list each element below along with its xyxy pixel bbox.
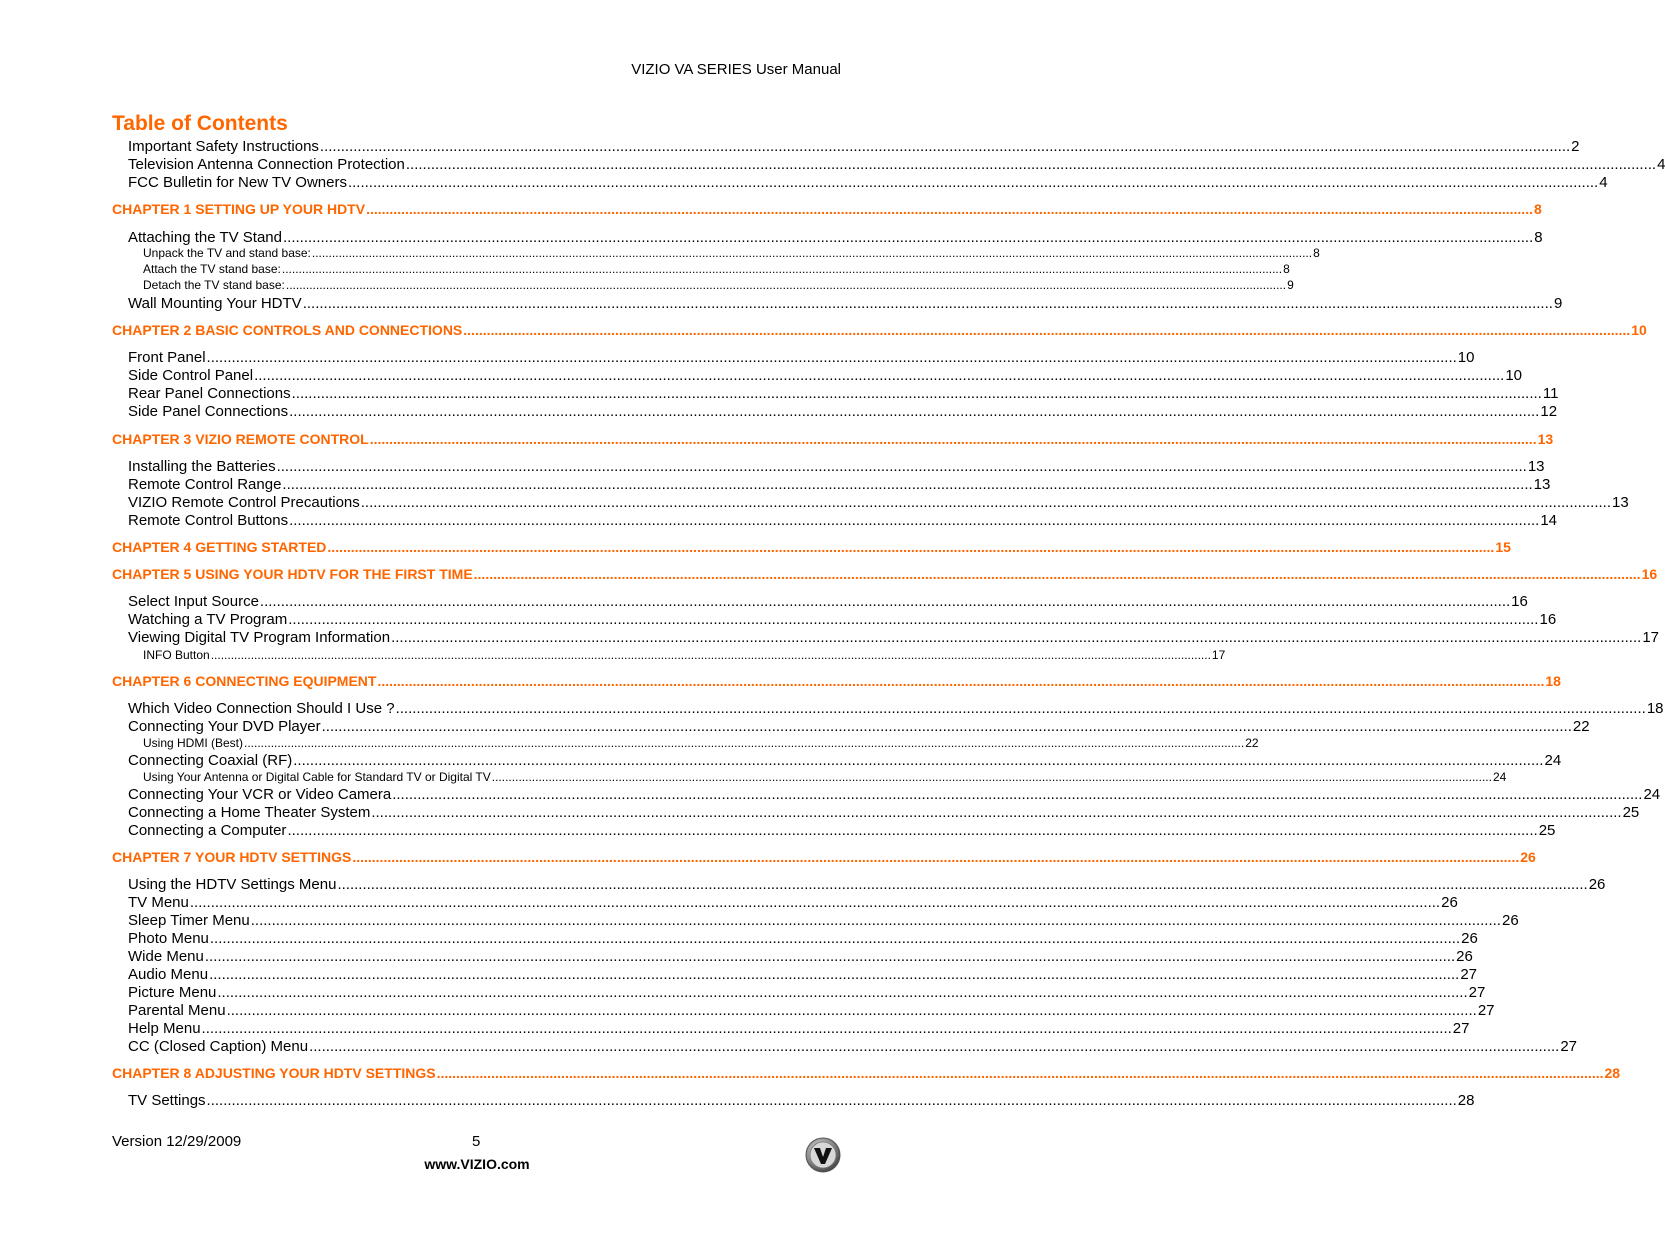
toc-dot-leader: ............................................................................................................................................................................................................................................................................................................ — [226, 1002, 1477, 1019]
toc-dot-leader: ............................................................................................................................................................................................................................................................................................................ — [395, 700, 1646, 717]
toc-entry-label: INFO Button — [143, 648, 210, 662]
toc-entry[interactable] — [128, 822, 1556, 839]
toc-entry-label: Front Panel — [128, 349, 206, 366]
toc-entry-page: 24 — [1544, 752, 1562, 769]
toc-entry[interactable] — [128, 156, 1665, 173]
toc-dot-leader: ............................................................................................................................................................................................................................................................................................................ — [391, 629, 1642, 646]
toc-entry-label: Unpack the TV and stand base: — [143, 246, 311, 260]
toc-entry-label: Connecting Your VCR or Video Camera — [128, 786, 392, 803]
toc-dot-leader: ............................................................................................................................................................................................................................................................................................................ — [206, 1092, 1457, 1109]
toc-dot-leader: ............................................................................................................................................................................................................................................................................................................ — [392, 786, 1643, 803]
toc-entry[interactable] — [128, 494, 1629, 511]
toc-entry[interactable] — [143, 648, 1226, 662]
toc-entry-page: 13 — [1533, 476, 1551, 493]
toc-entry[interactable] — [128, 1092, 1475, 1109]
toc-entry-page: 25 — [1538, 822, 1556, 839]
toc-dot-leader: ............................................................................................................................................................................................................................................................................................................ — [189, 894, 1441, 911]
toc-entry[interactable] — [128, 476, 1551, 493]
toc-entry-page: 18 — [1646, 700, 1664, 717]
toc-entry-page: 25 — [1622, 804, 1640, 821]
toc-entry[interactable] — [128, 593, 1528, 610]
toc-dot-leader: ............................................................................................................................................................................................................................................................................................................ — [473, 566, 1641, 582]
toc-entry-label: Important Safety Instructions — [128, 138, 319, 155]
toc-entry[interactable] — [128, 930, 1478, 947]
toc-entry-page: 26 — [1588, 876, 1606, 893]
toc-entry-page: 27 — [1560, 1038, 1578, 1055]
toc-entry[interactable] — [128, 367, 1523, 384]
toc-chapter-entry[interactable] — [112, 431, 1554, 447]
toc-entry-label: Television Antenna Connection Protection — [128, 156, 405, 173]
toc-entry[interactable] — [143, 278, 1294, 292]
toc-dot-leader: ............................................................................................................................................................................................................................................................................................................ — [311, 246, 1313, 260]
toc-entry[interactable] — [128, 718, 1590, 735]
toc-entry-page: 22 — [1245, 736, 1259, 750]
toc-entry[interactable] — [128, 611, 1557, 628]
toc-entry-label: CHAPTER 3 VIZIO REMOTE CONTROL — [112, 431, 369, 447]
toc-entry-page: 16 — [1539, 611, 1557, 628]
toc-dot-leader: ............................................................................................................................................................................................................................................................................................................ — [337, 876, 1588, 893]
toc-dot-leader: ............................................................................................................................................................................................................................................................................................................ — [206, 349, 1457, 366]
toc-entry-page: 26 — [1520, 849, 1536, 865]
toc-dot-leader: ............................................................................................................................................................................................................................................................................................................ — [491, 770, 1492, 784]
toc-dot-leader: ............................................................................................................................................................................................................................................................................................................ — [282, 476, 1533, 493]
toc-entry[interactable] — [128, 1038, 1578, 1055]
toc-dot-leader: ............................................................................................................................................................................................................................................................................................................ — [289, 403, 1540, 420]
toc-dot-leader: ............................................................................................................................................................................................................................................................................................................ — [371, 804, 1622, 821]
toc-dot-leader: ............................................................................................................................................................................................................................................................................................................ — [289, 512, 1540, 529]
toc-entry-label: Audio Menu — [128, 966, 209, 983]
toc-dot-leader: ............................................................................................................................................................................................................................................................................................................ — [347, 174, 1599, 191]
toc-dot-leader: ............................................................................................................................................................................................................................................................................................................ — [250, 912, 1501, 929]
toc-entry-page: 4 — [1657, 156, 1665, 173]
toc-dot-leader: ............................................................................................................................................................................................................................................................................................................ — [436, 1065, 1604, 1081]
toc-entry-page: 15 — [1495, 539, 1511, 555]
toc-entry-page: 10 — [1631, 322, 1647, 338]
toc-entry-label: Viewing Digital TV Program Information — [128, 629, 391, 646]
toc-entry-label: TV Menu — [128, 894, 189, 911]
toc-dot-leader: ............................................................................................................................................................................................................................................................................................................ — [287, 822, 1538, 839]
toc-entry-label: TV Settings — [128, 1092, 206, 1109]
toc-chapter-entry[interactable] — [112, 539, 1511, 555]
toc-entry-label: CHAPTER 4 GETTING STARTED — [112, 539, 327, 555]
toc-entry-page: 4 — [1599, 174, 1608, 191]
toc-entry-page: 28 — [1457, 1092, 1475, 1109]
toc-dot-leader: ............................................................................................................................................................................................................................................................................................................ — [360, 494, 1612, 511]
toc-dot-leader: ............................................................................................................................................................................................................................................................................................................ — [204, 948, 1456, 965]
toc-entry-label: CHAPTER 2 BASIC CONTROLS AND CONNECTIONS — [112, 322, 463, 338]
toc-dot-leader: ............................................................................................................................................................................................................................................................................................................ — [210, 648, 1211, 662]
toc-entry[interactable] — [128, 458, 1545, 475]
toc-entry-page: 8 — [1313, 246, 1320, 260]
toc-entry[interactable] — [143, 262, 1290, 276]
toc-entry[interactable] — [128, 876, 1606, 893]
toc-chapter-entry[interactable] — [112, 849, 1536, 865]
toc-entry[interactable] — [128, 966, 1477, 983]
toc-entry[interactable] — [128, 349, 1475, 366]
toc-dot-leader: ............................................................................................................................................................................................................................................................................................................ — [321, 718, 1572, 735]
header-title: VIZIO VA SERIES User Manual — [631, 61, 841, 78]
toc-entry-label: CHAPTER 7 YOUR HDTV SETTINGS — [112, 849, 352, 865]
toc-entry-label: Wide Menu — [128, 948, 204, 965]
toc-entry[interactable] — [128, 385, 1559, 402]
toc-entry-page: 27 — [1460, 966, 1477, 983]
toc-entry-label: Watching a TV Program — [128, 611, 288, 628]
toc-entry-label: Help Menu — [128, 1020, 201, 1037]
toc-entry-page: 9 — [1553, 295, 1563, 312]
toc-chapter-entry[interactable] — [112, 201, 1542, 217]
toc-entry-label: Parental Menu — [128, 1002, 226, 1019]
toc-entry-page: 24 — [1643, 786, 1661, 803]
toc-dot-leader: ............................................................................................................................................................................................................................................................................................................ — [377, 673, 1545, 689]
toc-entry-label: Connecting a Home Theater System — [128, 804, 371, 821]
toc-chapter-entry[interactable] — [112, 673, 1561, 689]
toc-entry-page: 10 — [1457, 349, 1475, 366]
toc-entry-label: CHAPTER 6 CONNECTING EQUIPMENT — [112, 673, 377, 689]
toc-entry[interactable] — [128, 984, 1486, 1001]
toc-dot-leader: ............................................................................................................................................................................................................................................................................................................ — [327, 539, 1495, 555]
toc-entry-label: Attaching the TV Stand — [128, 229, 282, 246]
toc-entry-page: 13 — [1527, 458, 1545, 475]
toc-entry-label: Wall Mounting Your HDTV — [128, 295, 302, 312]
toc-dot-leader: ............................................................................................................................................................................................................................................................................................................ — [259, 593, 1511, 610]
toc-entry-page: 28 — [1604, 1065, 1621, 1081]
toc-entry-page: 16 — [1641, 566, 1658, 582]
toc-entry-label: Sleep Timer Menu — [128, 912, 250, 929]
toc-dot-leader: ............................................................................................................................................................................................................................................................................................................ — [319, 138, 1571, 155]
toc-entry-page: 8 — [1283, 262, 1290, 276]
toc-entry-page: 17 — [1642, 629, 1659, 646]
toc-dot-leader: ............................................................................................................................................................................................................................................................................................................ — [201, 1020, 1452, 1037]
toc-entry-label: VIZIO Remote Control Precautions — [128, 494, 360, 511]
toc-entry-page: 24 — [1492, 770, 1507, 784]
toc-entry-label: Side Control Panel — [128, 367, 254, 384]
toc-entry[interactable] — [128, 403, 1558, 420]
toc-entry-label: Connecting Your DVD Player — [128, 718, 321, 735]
toc-entry-label: Connecting a Computer — [128, 822, 287, 839]
toc-entry[interactable] — [128, 894, 1458, 911]
toc-entry-label: Using Your Antenna or Digital Cable for Standard TV or Digital TV — [143, 770, 491, 784]
footer-version: Version 12/29/2009 — [112, 1133, 242, 1150]
footer-page-number: 5 — [472, 1133, 481, 1150]
toc-dot-leader: ............................................................................................................................................................................................................................................................................................................ — [309, 1038, 1560, 1055]
toc-chapter-entry[interactable] — [112, 566, 1658, 582]
toc-entry-label: Detach the TV stand base: — [143, 278, 285, 292]
toc-entry-page: 17 — [1211, 648, 1226, 662]
toc-dot-leader: ............................................................................................................................................................................................................................................................................................................ — [463, 322, 1631, 338]
toc-entry-page: 26 — [1456, 948, 1473, 965]
toc-dot-leader: ............................................................................................................................................................................................................................................................................................................ — [244, 736, 1245, 750]
toc-entry[interactable] — [128, 138, 1580, 155]
toc-entry-page: 26 — [1501, 912, 1519, 929]
toc-entry-page: 27 — [1452, 1020, 1470, 1037]
toc-entry-page: 14 — [1540, 512, 1558, 529]
toc-dot-leader: ............................................................................................................................................................................................................................................................................................................ — [209, 930, 1461, 947]
toc-entry-page: 27 — [1468, 984, 1486, 1001]
toc-entry[interactable] — [143, 246, 1320, 260]
toc-dot-leader: ............................................................................................................................................................................................................................................................................................................ — [352, 849, 1520, 865]
toc-entry-page: 26 — [1461, 930, 1478, 947]
toc-entry[interactable] — [128, 1002, 1495, 1019]
toc-dot-leader: ............................................................................................................................................................................................................................................................................................................ — [293, 752, 1544, 769]
toc-dot-leader: ............................................................................................................................................................................................................................................................................................................ — [276, 458, 1527, 475]
toc-entry[interactable] — [128, 629, 1659, 646]
toc-dot-leader: ............................................................................................................................................................................................................................................................................................................ — [366, 201, 1533, 217]
toc-dot-leader: ............................................................................................................................................................................................................................................................................................................ — [405, 156, 1657, 173]
toc-dot-leader: ............................................................................................................................................................................................................................................................................................................ — [369, 431, 1537, 447]
toc-entry-label: Installing the Batteries — [128, 458, 276, 475]
toc-entry-label: Photo Menu — [128, 930, 209, 947]
toc-entry-page: 18 — [1545, 673, 1561, 689]
toc-dot-leader: ............................................................................................................................................................................................................................................................................................................ — [291, 385, 1542, 402]
toc-entry[interactable] — [128, 295, 1563, 312]
toc-entry-page: 10 — [1505, 367, 1523, 384]
toc-entry-page: 12 — [1540, 403, 1558, 420]
vizio-logo-icon — [805, 1137, 841, 1173]
toc-dot-leader: ............................................................................................................................................................................................................................................................................................................ — [302, 295, 1553, 312]
toc-entry-label: Attach the TV stand base: — [143, 262, 281, 276]
toc-entry[interactable] — [128, 700, 1664, 717]
toc-entry-page: 11 — [1542, 385, 1559, 402]
toc-entry-label: Select Input Source — [128, 593, 259, 610]
toc-entry-label: Using the HDTV Settings Menu — [128, 876, 337, 893]
toc-entry[interactable] — [128, 786, 1661, 803]
toc-dot-leader: ............................................................................................................................................................................................................................................................................................................ — [285, 278, 1287, 292]
toc-entry-page: 2 — [1571, 138, 1580, 155]
toc-entry-label: Using HDMI (Best) — [143, 736, 244, 750]
toc-entry-label: Side Panel Connections — [128, 403, 289, 420]
toc-entry-label: Connecting Coaxial (RF) — [128, 752, 293, 769]
toc-dot-leader: ............................................................................................................................................................................................................................................................................................................ — [209, 966, 1460, 983]
toc-entry[interactable] — [143, 770, 1507, 784]
toc-entry-label: FCC Bulletin for New TV Owners — [128, 174, 347, 191]
toc-entry-label: CHAPTER 8 ADJUSTING YOUR HDTV SETTINGS — [112, 1065, 436, 1081]
toc-entry-label: CC (Closed Caption) Menu — [128, 1038, 309, 1055]
toc-chapter-entry[interactable] — [112, 322, 1647, 338]
toc-entry-label: Picture Menu — [128, 984, 217, 1001]
toc-entry-label: Remote Control Range — [128, 476, 282, 493]
toc-entry-page: 9 — [1287, 278, 1294, 292]
toc-entry[interactable] — [128, 948, 1473, 965]
toc-entry[interactable] — [143, 736, 1259, 750]
toc-entry[interactable] — [128, 752, 1562, 769]
toc-entry-label: Rear Panel Connections — [128, 385, 291, 402]
toc-entry[interactable] — [128, 512, 1558, 529]
toc-dot-leader: ............................................................................................................................................................................................................................................................................................................ — [283, 229, 1534, 246]
toc-entry-page: 13 — [1537, 431, 1554, 447]
toc-entry-label: CHAPTER 5 USING YOUR HDTV FOR THE FIRST TIME — [112, 566, 473, 582]
toc-dot-leader: ............................................................................................................................................................................................................................................................................................................ — [288, 611, 1539, 628]
toc-entry[interactable] — [128, 174, 1608, 191]
toc-dot-leader: ............................................................................................................................................................................................................................................................................................................ — [281, 262, 1283, 276]
toc-entry[interactable] — [128, 229, 1543, 246]
toc-entry-page: 27 — [1477, 1002, 1495, 1019]
toc-entry-page: 22 — [1572, 718, 1590, 735]
toc-entry[interactable] — [128, 1020, 1470, 1037]
toc-entry-label: CHAPTER 1 SETTING UP YOUR HDTV — [112, 201, 366, 217]
toc-entry-page: 8 — [1533, 201, 1542, 217]
toc-entry-page: 13 — [1612, 494, 1629, 511]
footer-url[interactable]: www.VIZIO.com — [424, 1156, 530, 1172]
toc-chapter-entry[interactable] — [112, 1065, 1621, 1081]
toc-entry[interactable] — [128, 912, 1519, 929]
toc-entry-page: 26 — [1441, 894, 1458, 911]
toc-dot-leader: ............................................................................................................................................................................................................................................................................................................ — [254, 367, 1505, 384]
toc-entry-label: Which Video Connection Should I Use ? — [128, 700, 395, 717]
toc-entry[interactable] — [128, 804, 1640, 821]
toc-entry-page: 8 — [1534, 229, 1543, 246]
toc-heading: Table of Contents — [112, 112, 288, 135]
toc-entry-label: Remote Control Buttons — [128, 512, 289, 529]
toc-dot-leader: ............................................................................................................................................................................................................................................................................................................ — [217, 984, 1468, 1001]
toc-entry-page: 16 — [1511, 593, 1528, 610]
